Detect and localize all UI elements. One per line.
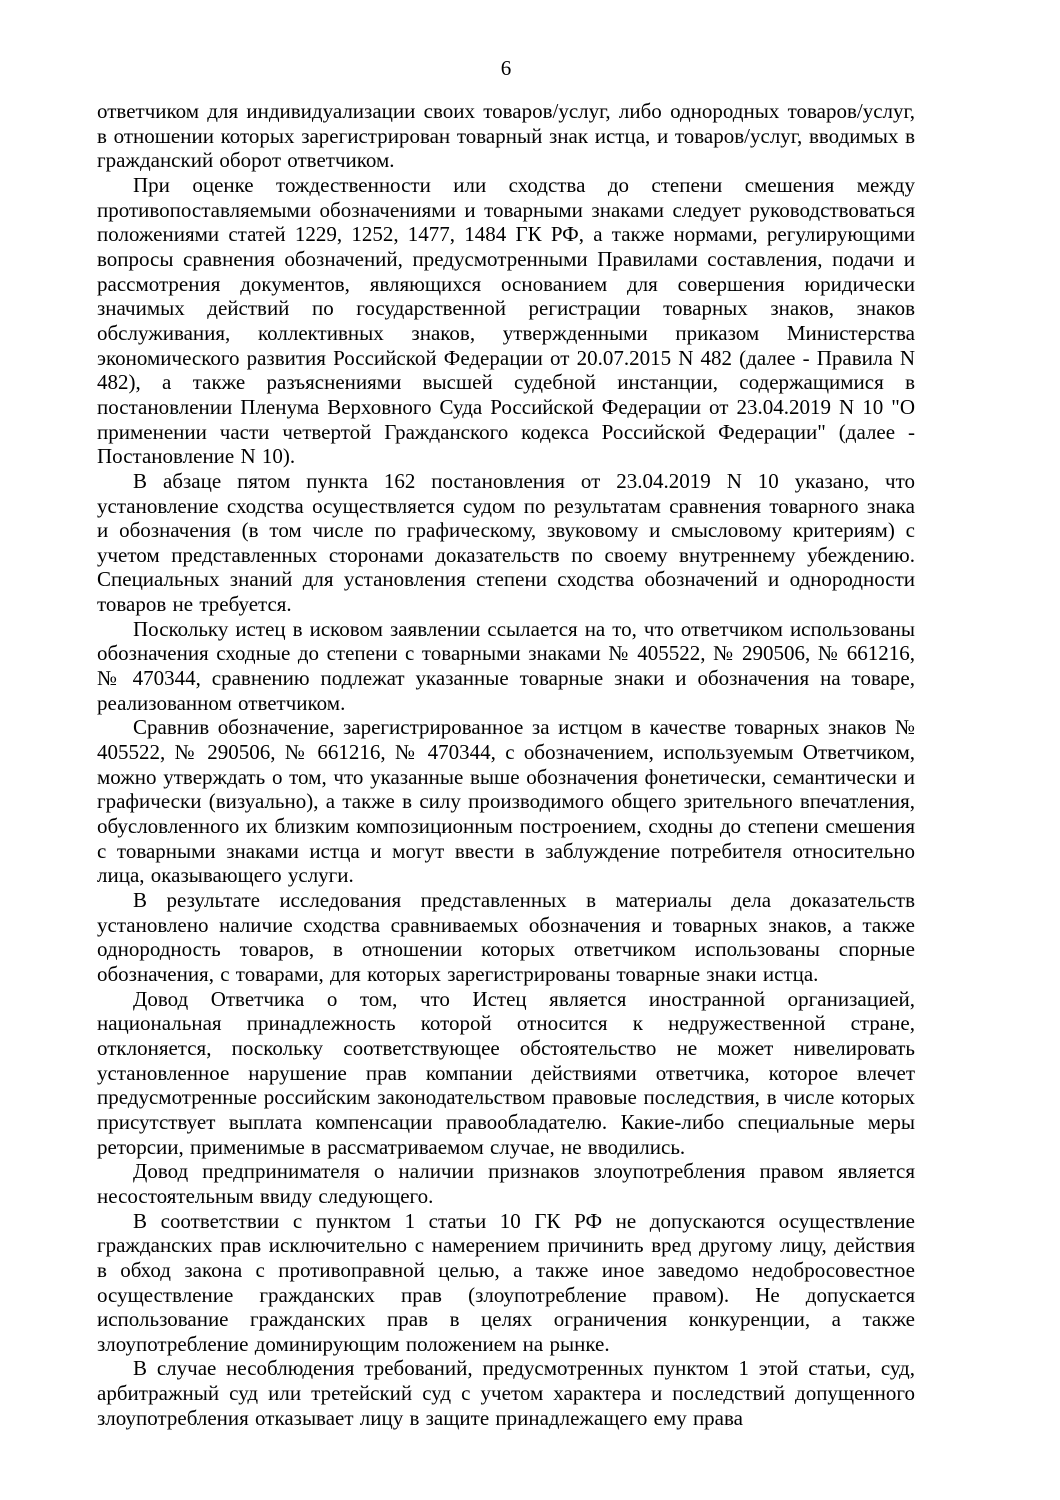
paragraph: Поскольку истец в исковом заявлении ссылается на то, что ответчиком использованы обозначения сходные до степени с товарными знаками № 405522, № 290506, № 661216, № 470344, сравнению подлежат указанные товарные знаки и обозначения на товаре, реализованном ответчиком.: [97, 616, 915, 715]
paragraph: В соответствии с пунктом 1 статьи 10 ГК РФ не допускаются осуществление гражданских прав исключительно с намерением причинить вред другому лицу, действия в обход закона с противоправной целью, а также иное заведомо недобросовестное осуществление гражданских прав (злоупотребление правом). Не допускается использование гражданских прав в целях ограничения конкуренции, а также злоупотребление доминирующим положением на рынке.: [97, 1208, 915, 1356]
page-number: 6: [500, 56, 512, 80]
paragraph: Довод Ответчика о том, что Истец является иностранной организацией, национальная принадлежность которой относится к недружественной стране, отклоняется, поскольку соответствующее обстоятельство не может нивелировать установленное нарушение прав компании действиями ответчика, которое влечет предусмотренные российским законодательством правовые последствия, в числе которых присутствует выплата компенсации правообладателю. Какие-либо специальные меры реторсии, применимые в рассматриваемом случае, не вводились.: [97, 986, 915, 1159]
paragraph: Довод предпринимателя о наличии признаков злоупотребления правом является несостоятельным ввиду следующего.: [97, 1159, 915, 1208]
paragraph: В случае несоблюдения требований, предусмотренных пунктом 1 этой статьи, суд, арбитражный суд или третейский суд с учетом характера и последствий допущенного злоупотребления отказывает лицу в защите принадлежащего ему права: [97, 1356, 915, 1430]
paragraph-continuation: ответчиком для индивидуализации своих товаров/услуг, либо однородных товаров/услуг, в отношении которых зарегистрирован товарный знак истца, и товаров/услуг, вводимых в гражданский оборот ответчиком.: [97, 99, 915, 173]
document-body: [97, 99, 915, 1430]
paragraph: В абзаце пятом пункта 162 постановления от 23.04.2019 N 10 указано, что установление сходства осуществляется судом по результатам сравнения товарного знака и обозначения (в том числе по графическому, звуковому и смысловому критериям) с учетом представленных сторонами доказательств по своему внутреннему убеждению. Специальных знаний для установления степени сходства обозначений и однородности товаров не требуется.: [97, 468, 915, 617]
paragraph: Сравнив обозначение, зарегистрированное за истцом в качестве товарных знаков № 405522, № 290506, № 661216, № 470344, с обозначением, используемым Ответчиком, можно утверждать о том, что указанные выше обозначения фонетически, семантически и графически (визуально), а также в силу производимого общего зрительного впечатления, обусловленного их близким композиционным построением, сходны до степени смешения с товарными знаками истца и могут ввести в заблуждение потребителя относительно лица, оказывающего услуги.: [97, 715, 915, 888]
paragraph: В результате исследования представленных в материалы дела доказательств установлено наличие сходства сравниваемых обозначения и товарных знаков, а также однородность товаров, в отношении которых ответчиком использованы спорные обозначения, с товарами, для которых зарегистрированы товарные знаки истца.: [97, 888, 915, 986]
paragraph: При оценке тождественности или сходства до степени смешения между противопоставляемыми обозначениями и товарными знаками следует руководствоваться положениями статей 1229, 1252, 1477, 1484 ГК РФ, а также нормами, регулирующими вопросы сравнения обозначений, предусмотренными Правилами составления, подачи и рассмотрения документов, являющихся основанием для совершения юридически значимых действий по государственной регистрации товарных знаков, знаков обслуживания, коллективных знаков, утвержденными приказом Министерства экономического развития Российской Федерации от 20.07.2015 N 482 (далее - Правила N 482), а также разъяснениями высшей судебной инстанции, содержащимися в постановлении Пленума Верховного Суда Российской Федерации от 23.04.2019 N 10 "О применении части четвертой Гражданского кодекса Российской Федерации" (далее - Постановление N 10).: [97, 172, 915, 469]
